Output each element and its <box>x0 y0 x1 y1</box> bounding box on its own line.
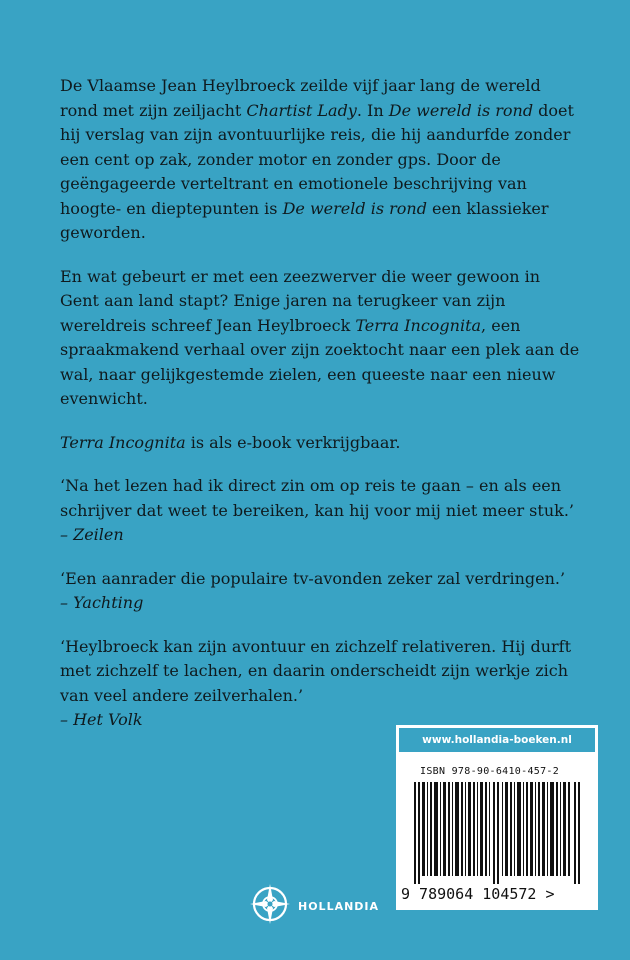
review-quote <box>60 474 580 548</box>
quote-text: ‘Een aanrader die populaire tv-avonden zeker zal verdringen.’ <box>60 568 566 588</box>
barcode-box <box>396 725 598 910</box>
ebook-note: Terra Incognita is als e-book verkrijgbaar. <box>60 432 401 452</box>
quote-text: ‘Na het lezen had ik direct zin om op reis te gaan – en als een schrijver dat weet te bereiken, kan hij voor mij niet meer stuk.’ <box>60 476 574 520</box>
quote-text: ‘Heylbroeck kan zijn avontuur en zichzelf relativeren. Hij durft met zichzelf te lachen, en daarin onderscheidt zijn werkje zich van veel andere zeilverhalen.’ <box>60 636 571 705</box>
publisher-logo <box>250 882 380 942</box>
isbn-digits: 9 789064 104572 > <box>401 885 555 903</box>
barcode <box>414 782 582 884</box>
publisher-url: www.hollandia-boeken.nl <box>396 725 598 755</box>
quote-source: – Zeilen <box>60 525 124 544</box>
sequel-paragraph: En wat gebeurt er met een zeezwerver die weer gewoon in Gent aan land stapt? Enige jaren na terugkeer van zijn wereldreis schreef Jean Heylbroeck Terra Incognita, een spraakmakend verhaal over zijn zoektocht naar een plek aan de wal, naar gelijkgestemde zielen, een queeste naar een nieuw evenwicht. <box>60 266 580 408</box>
quote-source: – Het Volk <box>60 710 143 729</box>
isbn-label: ISBN 978-90-6410-457-2 <box>420 766 560 777</box>
quote-source: – Yachting <box>60 593 144 612</box>
intro-paragraph: De Vlaamse Jean Heylbroeck zeilde vijf jaar lang de wereld rond met zijn zeiljacht Chartist Lady. In De wereld is rond doet hij verslag van zijn avontuurlijke reis, die hij aandurfde zonder een cent op zak, zonder motor en zonder gps. Door de geëngageerde verteltrant en emotionele beschrijving van hoogte- en dieptepunten is De wereld is rond een klassieker geworden. <box>60 76 574 242</box>
publisher-name: HOLLANDIA <box>298 900 380 913</box>
blurb-text <box>60 74 580 752</box>
review-quote <box>60 635 580 733</box>
review-quote <box>60 567 580 616</box>
